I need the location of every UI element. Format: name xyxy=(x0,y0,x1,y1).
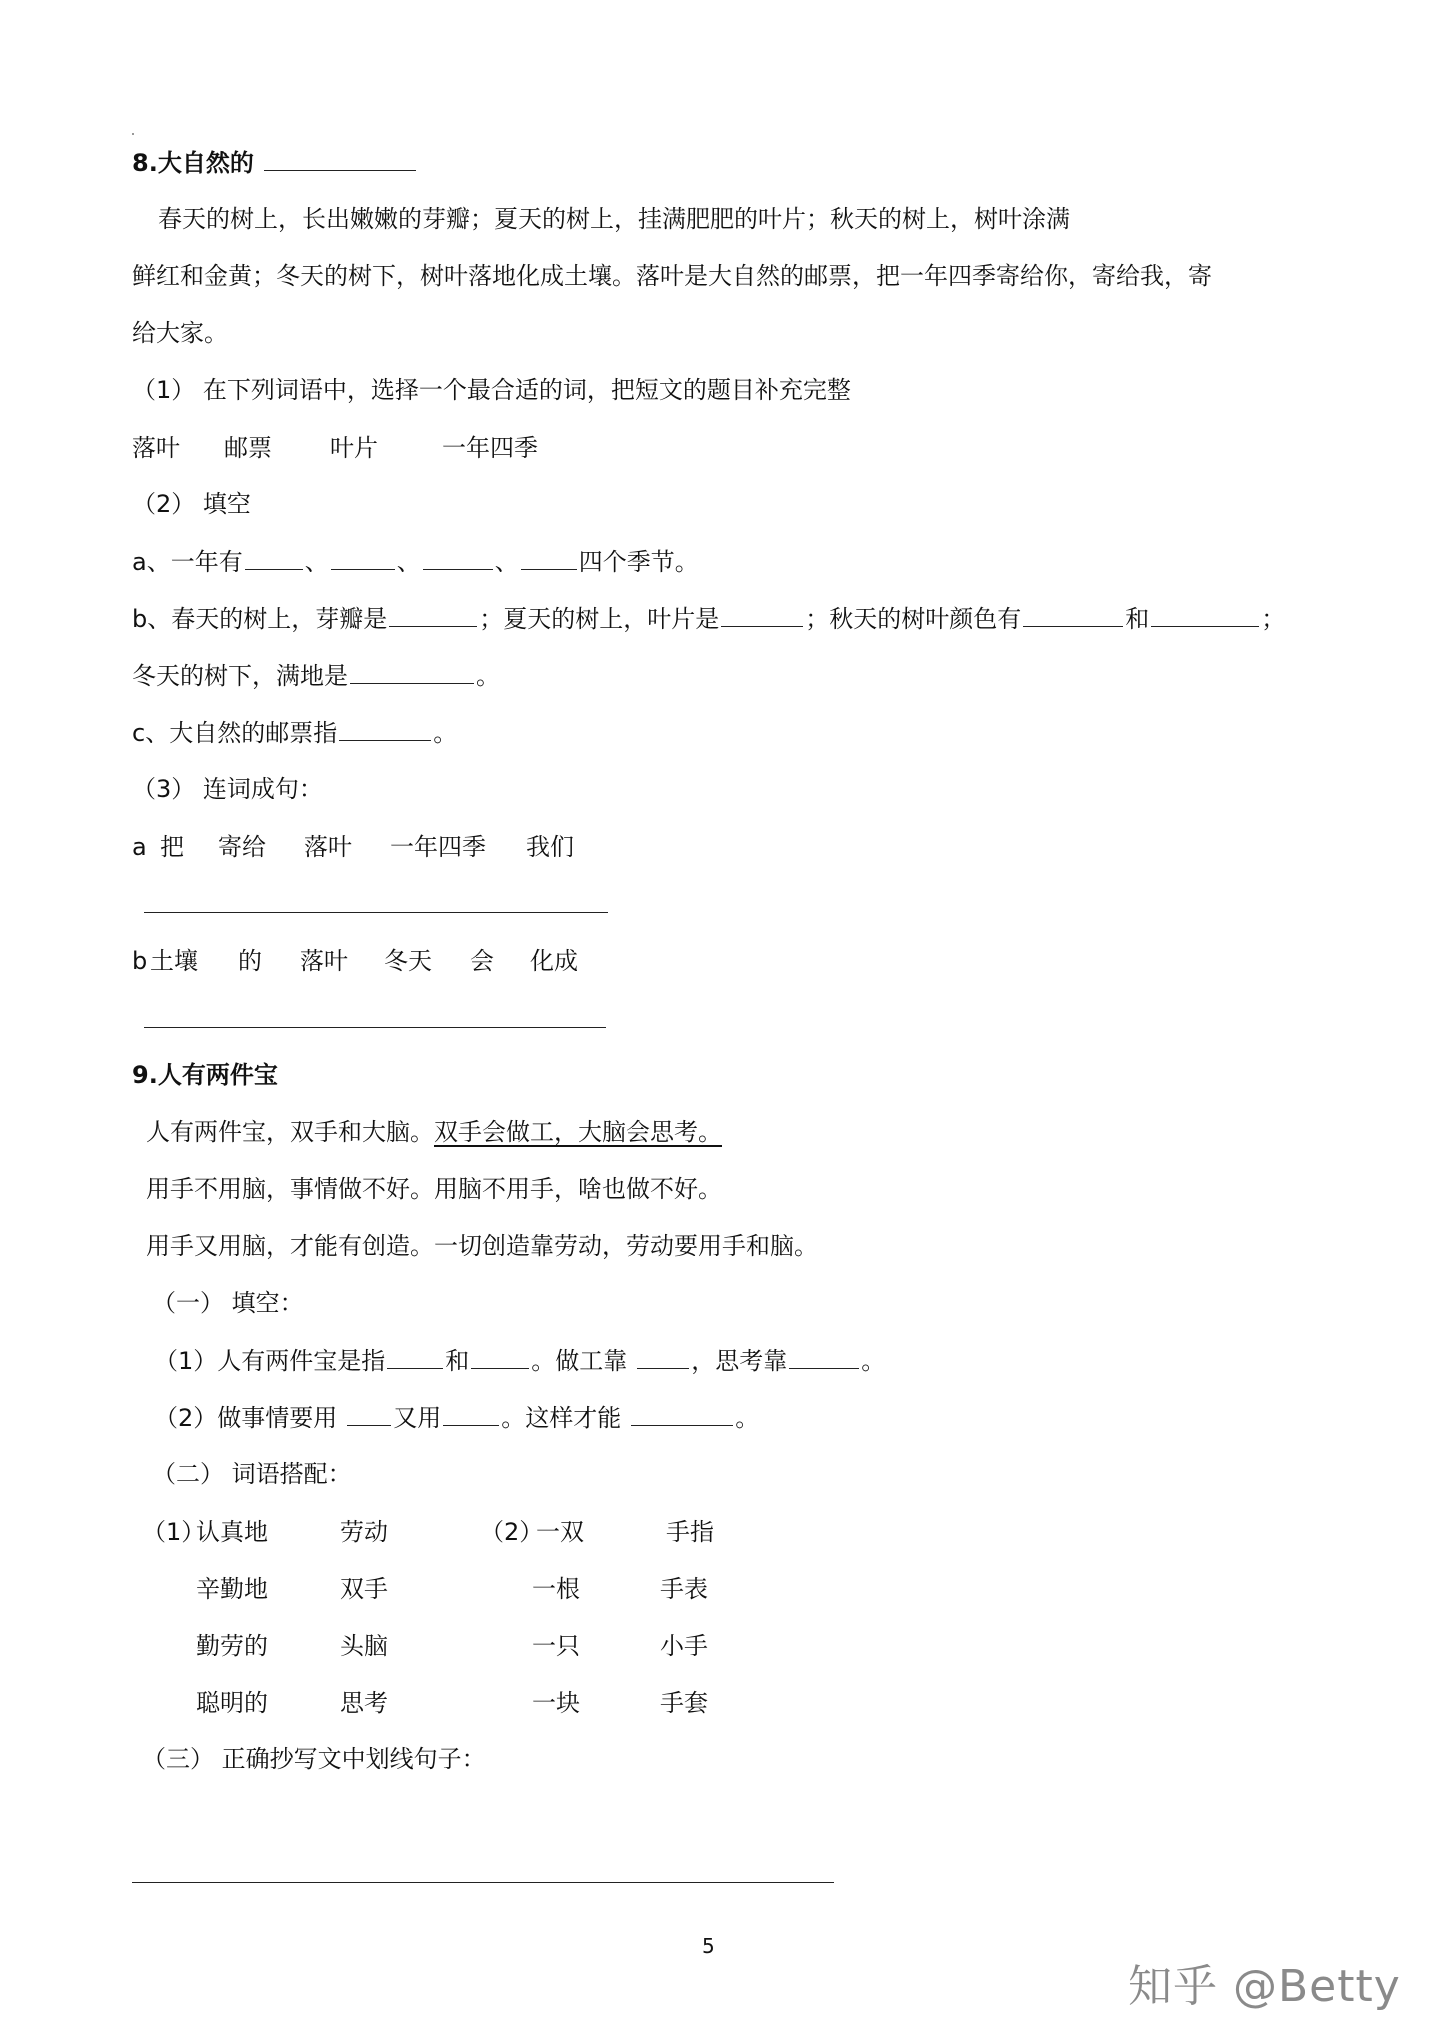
blank xyxy=(387,1344,443,1369)
blank xyxy=(721,602,803,627)
sep: 、 xyxy=(396,548,421,576)
section-8-title xyxy=(132,146,418,179)
match-word: 勤劳的 xyxy=(196,1632,268,1660)
match-word: 头脑 xyxy=(340,1632,388,1660)
fill-c-end: 。 xyxy=(433,719,458,747)
fill-b-end: ； xyxy=(1261,605,1286,633)
sentence-word: 化成 xyxy=(530,947,578,975)
blank xyxy=(789,1344,859,1369)
section-8-title-text: 8.大自然的 xyxy=(132,149,254,177)
match-word: 手指 xyxy=(666,1518,714,1546)
s9-fill-1 xyxy=(154,1344,885,1377)
sentence-word: 会 xyxy=(470,947,494,975)
fill-b-2 xyxy=(132,659,500,692)
match-word: 手套 xyxy=(660,1689,708,1717)
fill-b-text: b、春天的树上，芽瓣是 xyxy=(132,605,388,633)
match-word: 一只 xyxy=(532,1632,580,1660)
blank xyxy=(350,659,474,684)
sentence-word: 把 xyxy=(160,833,184,861)
sentence-word: 土壤 xyxy=(150,947,198,975)
s9-heading-2: （二） 词语搭配： xyxy=(152,1460,352,1488)
s9-fill-2-text: （2）做事情要用 xyxy=(154,1404,338,1432)
blank xyxy=(631,1401,733,1426)
fill-b-text: ；秋天的树叶颜色有 xyxy=(805,605,1022,633)
page-number: 5 xyxy=(702,1934,715,1958)
s9-fill-1-end: 。 xyxy=(861,1347,886,1375)
fill-b2-text: 冬天的树下，满地是 xyxy=(132,662,348,690)
match-word: 一双 xyxy=(536,1518,584,1546)
underlined-sentence: 双手会做工，大脑会思考。 xyxy=(434,1118,722,1146)
fill-a-end: 四个季节。 xyxy=(578,548,699,576)
sentence-word: 冬天 xyxy=(384,947,432,975)
sentence-word: 我们 xyxy=(526,833,574,861)
s9-para-2: 用手不用脑，事情做不好。用脑不用手，啥也做不好。 xyxy=(146,1175,722,1203)
match-word: 劳动 xyxy=(340,1518,388,1546)
zhihu-watermark: 知乎 @Betty xyxy=(1128,1961,1401,2012)
option-word: 叶片 xyxy=(330,434,378,462)
fill-b-text: ；夏天的树上，叶片是 xyxy=(479,605,720,633)
match-word: 双手 xyxy=(340,1575,388,1603)
blank xyxy=(1023,602,1123,627)
row-a-label: a xyxy=(132,833,147,861)
s9-fill-1-text: ，思考靠 xyxy=(691,1347,788,1375)
copy-answer-line xyxy=(132,1882,834,1883)
s8-question-1: （1） 在下列词语中，选择一个最合适的词，把短文的题目补充完整 xyxy=(132,376,851,404)
s9-para-1 xyxy=(146,1116,722,1148)
blank xyxy=(471,1344,529,1369)
blank xyxy=(1151,602,1259,627)
match-word: 认真地 xyxy=(196,1518,268,1546)
match-word: 思考 xyxy=(340,1689,388,1717)
match-word: 小手 xyxy=(660,1632,708,1660)
fill-a xyxy=(132,545,699,578)
s8-para-3: 给大家。 xyxy=(132,319,228,347)
s9-para-1-text: 人有两件宝，双手和大脑。 xyxy=(146,1118,434,1146)
match-word: 聪明的 xyxy=(196,1689,268,1717)
title-blank xyxy=(264,146,416,171)
s9-fill-2 xyxy=(154,1401,759,1434)
blank xyxy=(389,602,477,627)
fill-b2-end: 。 xyxy=(476,662,500,690)
fill-c xyxy=(132,716,457,749)
sentence-word: 一年四季 xyxy=(390,833,486,861)
s9-fill-2-text: 。这样才能 xyxy=(501,1404,622,1432)
blank xyxy=(339,716,431,741)
option-word: 一年四季 xyxy=(442,434,538,462)
scan-dot xyxy=(132,133,134,135)
match-word: 手表 xyxy=(660,1575,708,1603)
blank xyxy=(637,1344,689,1369)
sep: 、 xyxy=(304,548,329,576)
s8-question-3: （3） 连词成句： xyxy=(132,775,323,803)
s9-fill-1-text: （1）人有两件宝是指 xyxy=(154,1347,386,1375)
s9-fill-2-text: 又用 xyxy=(393,1404,442,1432)
s8-question-2: （2） 填空 xyxy=(132,490,251,518)
s9-heading-3: （三） 正确抄写文中划线句子： xyxy=(142,1745,486,1773)
sentence-word: 落叶 xyxy=(300,947,348,975)
s8-para-1: 春天的树上，长出嫩嫩的芽瓣；夏天的树上，挂满肥肥的叶片；秋天的树上，树叶涂满 xyxy=(158,205,1070,233)
blank xyxy=(331,545,395,570)
fill-b-text: 和 xyxy=(1125,605,1150,633)
s9-para-3: 用手又用脑，才能有创造。一切创造靠劳动，劳动要用手和脑。 xyxy=(146,1232,818,1260)
s9-fill-1-text: 。做工靠 xyxy=(531,1347,628,1375)
fill-a-text: a、一年有 xyxy=(132,548,243,576)
blank xyxy=(245,545,303,570)
row-b-label: b xyxy=(132,947,148,975)
answer-line-a xyxy=(144,912,608,913)
fill-c-text: c、大自然的邮票指 xyxy=(132,719,338,747)
option-word: 落叶 xyxy=(132,434,180,462)
sentence-word: 寄给 xyxy=(218,833,266,861)
s8-para-2: 鲜红和金黄；冬天的树下，树叶落地化成土壤。落叶是大自然的邮票，把一年四季寄给你，寄给我，寄 xyxy=(132,262,1212,290)
option-word: 邮票 xyxy=(224,434,272,462)
s9-heading-1: （一） 填空： xyxy=(152,1289,304,1317)
sentence-word: 的 xyxy=(238,947,262,975)
blank xyxy=(521,545,577,570)
blank xyxy=(347,1401,391,1426)
match-word: 辛勤地 xyxy=(196,1575,268,1603)
sentence-word: 落叶 xyxy=(304,833,352,861)
answer-line-b xyxy=(144,1027,606,1028)
blank xyxy=(443,1401,499,1426)
blank xyxy=(423,545,493,570)
match-1-label: （1） xyxy=(142,1518,206,1546)
s9-fill-1-text: 和 xyxy=(445,1347,470,1375)
match-2-label: （2） xyxy=(480,1518,544,1546)
sep: 、 xyxy=(494,548,519,576)
s9-fill-2-end: 。 xyxy=(735,1404,760,1432)
match-word: 一块 xyxy=(532,1689,580,1717)
match-word: 一根 xyxy=(532,1575,580,1603)
section-9-title: 9.人有两件宝 xyxy=(132,1061,278,1089)
fill-b xyxy=(132,602,1285,635)
